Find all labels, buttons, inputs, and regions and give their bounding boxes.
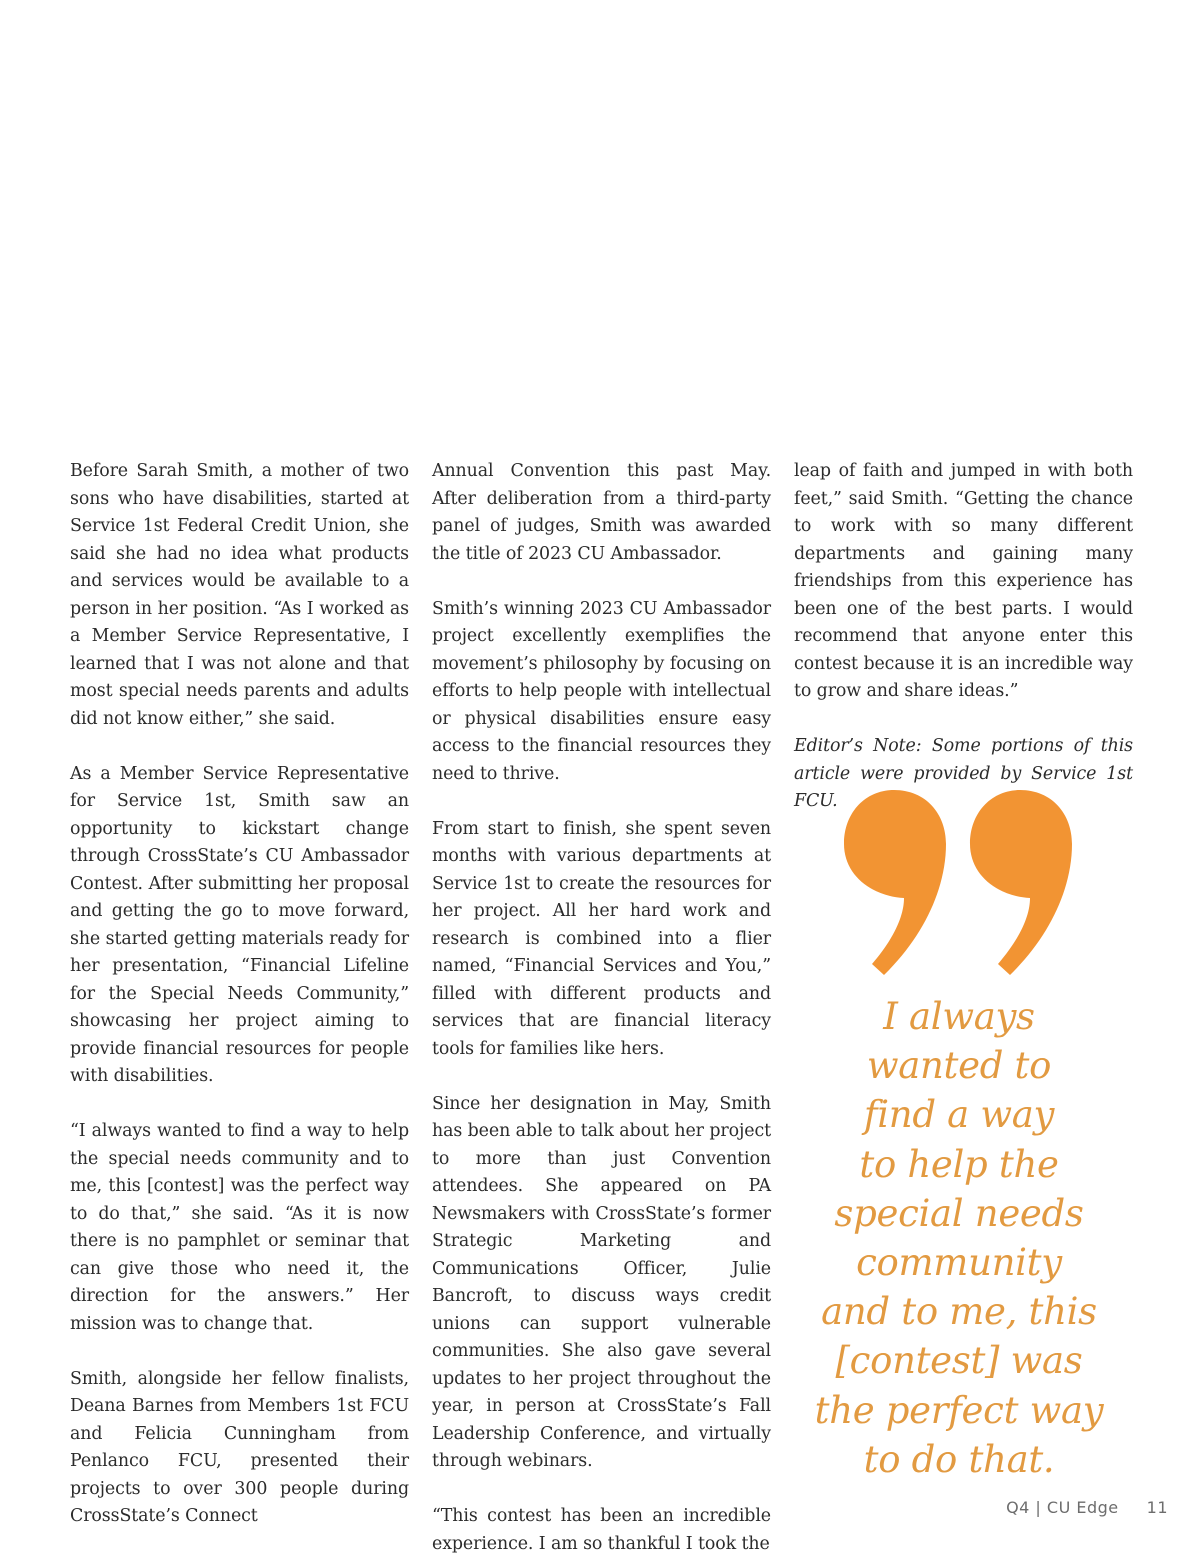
article-column-2 xyxy=(432,458,771,1558)
paragraph: As a Member Service Representative for Service 1st, Smith saw an opportunity to kickstart change through CrossState’s CU Ambassador Contest. After submitting her proposal and getting the go to move forward, she started getting materials ready for her presentation, “Financial Lifeline for the Special Needs Community,” showcasing her project aiming to provide financial resources for people with disabilities. xyxy=(70,763,409,1086)
paragraph: Before Sarah Smith, a mother of two sons who have disabilities, started at Service 1st Federal Credit Union, she said she had no idea what products and services would be available to a person in her position. “As I worked as a Member Service Representative, I learned that I was not alone and that most special needs parents and adults did not know either,” she said. xyxy=(70,461,409,729)
paragraph: Smith, alongside her fellow finalists, Deana Barnes from Members 1st FCU and Felicia Cunningham from Penlanco FCU, presented their projects to over 300 people during CrossState’s Connect xyxy=(70,1368,409,1526)
quote-marks-icon xyxy=(844,790,1076,975)
pull-quote-line: the perfect way xyxy=(814,1388,1104,1432)
article-column-3 xyxy=(794,458,1133,816)
article-column-1 xyxy=(70,458,409,1531)
pull-quote-line: to help the xyxy=(859,1142,1059,1186)
pull-quote-line: I always xyxy=(883,995,1035,1038)
pull-quote-line: and to me, this xyxy=(821,1290,1097,1334)
paragraph: Since her designation in May, Smith has been able to talk about her project to more than just Convention attendees. She appeared on PA Newsmakers with CrossState’s former Strategic Marketing and Communications Officer, Julie Bancroft, to discuss ways credit unions can support vulnerable communities. She also gave several updates to her project throughout the year, in person at CrossState’s Fall Leadership Conference, and virtually through webinars. xyxy=(432,1093,771,1471)
paragraph: “I always wanted to find a way to help the special needs community and to me, this [contest] was the perfect way to do that,” she said. “As it is now there is no pamphlet or seminar that can give those who need it, the direction for the answers.” Her mission was to change that. xyxy=(70,1121,409,1334)
publication-name: Q4 | CU Edge xyxy=(1006,1498,1119,1517)
pull-quote-line: wanted to xyxy=(866,1044,1052,1088)
editor-note: Editor’s Note: Some portions of this article were provided by Service 1st FCU. xyxy=(794,736,1133,811)
pull-quote xyxy=(796,992,1122,1484)
page-number: 11 xyxy=(1146,1498,1168,1517)
paragraph: “This contest has been an incredible experience. I am so thankful I took the xyxy=(432,1506,771,1554)
paragraph: Smith’s winning 2023 CU Ambassador project excellently exemplifies the movement’s philosophy by focusing on efforts to help people with intellectual or physical disabilities ensure easy access to the financial resources they need to thrive. xyxy=(432,598,771,784)
paragraph: From start to finish, she spent seven months with various departments at Service 1st to create the resources for her project. All her hard work and research is combined into a flier named, “Financial Services and You,” filled with different products and services that are financial literacy tools for families like hers. xyxy=(432,818,771,1059)
paragraph: Annual Convention this past May. After deliberation from a third-party panel of judges, Smith was awarded the title of 2023 CU Ambassador. xyxy=(432,461,771,564)
pull-quote-line: community xyxy=(856,1241,1062,1285)
pull-quote-line: special needs xyxy=(834,1191,1084,1235)
page-footer xyxy=(1006,1498,1168,1517)
pull-quote-line: find a way xyxy=(863,1093,1055,1137)
pull-quote-line: [contest] was xyxy=(835,1339,1083,1383)
pull-quote-line: to do that. xyxy=(863,1437,1055,1481)
paragraph: leap of faith and jumped in with both feet,” said Smith. “Getting the chance to work with so many different departments and gaining many friendships from this experience has been one of the best parts. I would recommend that anyone enter this contest because it is an incredible way to grow and share ideas.” xyxy=(794,461,1133,701)
